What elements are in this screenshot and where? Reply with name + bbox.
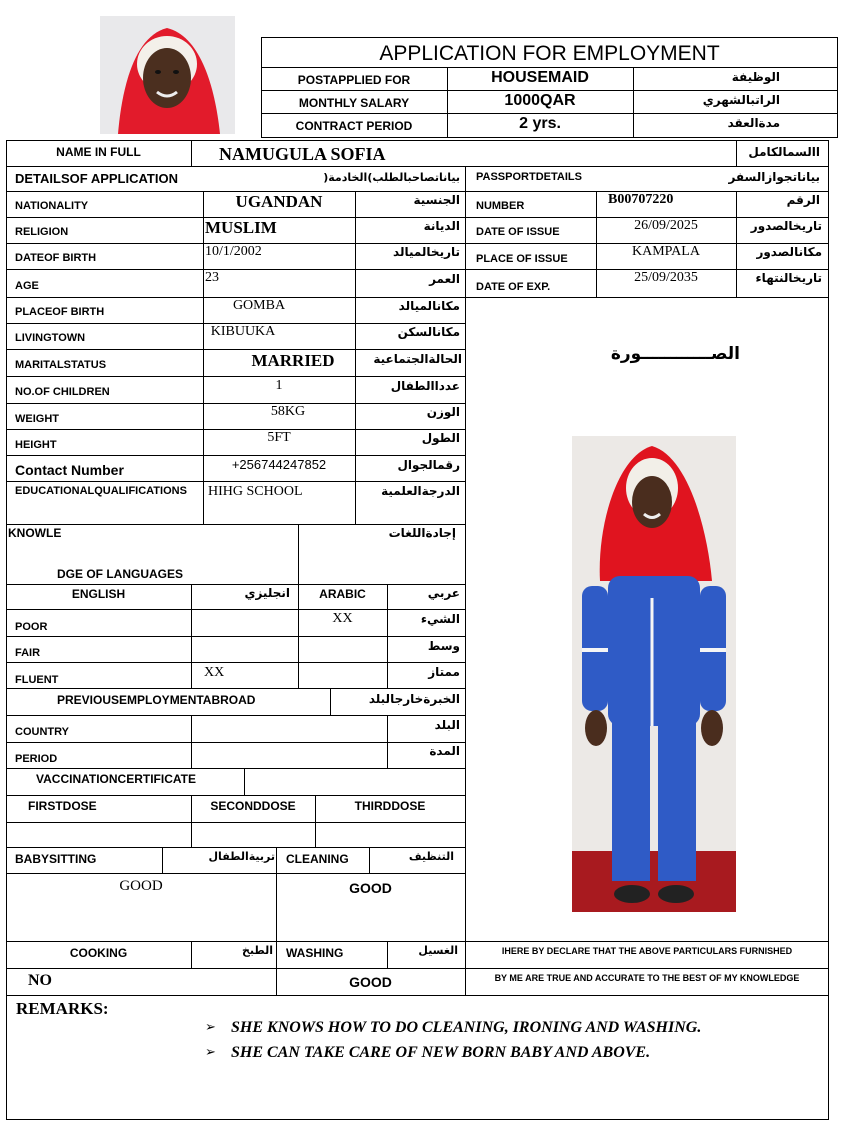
languages-arabic: إجادةاللغات (388, 526, 456, 540)
post-applied-label: POSTAPPLIED FOR (297, 73, 411, 87)
nationality-arabic: الجنسية (413, 193, 460, 207)
religion-arabic: الديانة (423, 219, 460, 233)
weight-label: WEIGHT (15, 413, 59, 425)
languages-title-1: KNOWLE (8, 526, 62, 540)
level-poor-arabic-mark: XX (332, 611, 353, 626)
period-arabic: المدة (429, 744, 460, 758)
weight-arabic: الوزن (426, 405, 460, 419)
full-name-label: NAME IN FULL (56, 145, 141, 159)
remark-item-2: SHE CAN TAKE CARE OF NEW BORN BABY AND ABOVE. (231, 1044, 651, 1061)
english-arabic: انجليزي (244, 586, 290, 600)
education-arabic: الدرجةالعلمية (381, 484, 460, 498)
weight-value: 58KG (270, 404, 306, 419)
children-label: NO.OF CHILDREN (15, 386, 110, 398)
first-dose-label: FIRSTDOSE (28, 799, 97, 813)
remark-item-1: SHE KNOWS HOW TO DO CLEANING, IRONING AND WASHING. (231, 1019, 702, 1036)
contract-period-arabic: مدةالعقد (727, 116, 780, 130)
babysitting-value: GOOD (119, 878, 163, 894)
portrait-photo (100, 16, 235, 134)
passport-label: PASSPORTDETAILS (476, 171, 582, 183)
expiry-date-label: DATE OF EXP. (476, 281, 551, 293)
arabic-arabic: عربي (427, 586, 460, 600)
washing-value: GOOD (349, 974, 392, 990)
full-name-arabic: االسمالكامل (748, 145, 820, 159)
monthly-salary-value: 1000QAR (504, 92, 576, 109)
age-arabic: العمر (429, 272, 460, 286)
living-town-value: KIBUUKA (210, 324, 276, 339)
issue-place-arabic: مكانالصدور (756, 245, 822, 259)
full-body-photo (572, 436, 736, 912)
washing-label: WASHING (286, 946, 344, 960)
full-name-value: NAMUGULA SOFIA (219, 144, 386, 164)
english-label: ENGLISH (71, 587, 126, 601)
contract-period-value: 2 yrs. (519, 115, 561, 132)
babysitting-arabic: تربيةالطفال (208, 850, 275, 863)
birthplace-label: PLACEOF BIRTH (15, 306, 105, 318)
third-dose-label: THIRDDOSE (354, 799, 426, 813)
arabic-label: ARABIC (319, 587, 366, 601)
cooking-arabic: الطبخ (241, 944, 273, 957)
contact-arabic: رقمالجوال (397, 458, 460, 472)
country-arabic: البلد (434, 718, 460, 732)
country-label: COUNTRY (15, 726, 69, 738)
marital-status-label: MARITALSTATUS (15, 359, 107, 371)
birthplace-value: GOMBA (232, 298, 286, 313)
height-label: HEIGHT (15, 439, 57, 451)
level-fluent-label: FLUENT (15, 674, 59, 686)
dob-value: 10/1/2002 (205, 244, 262, 259)
vaccination-title: VACCINATIONCERTIFICATE (36, 772, 196, 786)
children-arabic: عدداالطفال (390, 379, 460, 393)
birthplace-arabic: مكانالميالد (398, 299, 460, 313)
passport-number-value: B00707220 (608, 192, 674, 207)
education-label: EDUCATIONALQUALIFICATIONS (15, 485, 187, 497)
cleaning-arabic: التنظيف (408, 850, 454, 863)
details-arabic: بياناتصاحبالطلب)الخادمة( (323, 171, 460, 184)
previous-employment-arabic: الخبرةخارجالبلد (368, 692, 460, 706)
issue-date-arabic: تاريخالصدور (750, 219, 822, 233)
level-fair-arabic: وسط (427, 639, 460, 653)
remarks-title: REMARKS: (16, 999, 109, 1018)
details-label: DETAILSOF APPLICATION (15, 171, 178, 186)
passport-number-arabic: الرقم (786, 193, 820, 207)
education-value: HIHG SCHOOL (208, 484, 303, 499)
height-arabic: الطول (421, 431, 460, 445)
passport-arabic: بياناتجوازالسفر (728, 170, 820, 184)
cooking-value: NO (28, 972, 52, 989)
height-value: 5FT (267, 430, 291, 445)
nationality-value: UGANDAN (235, 192, 323, 211)
bullet-arrow-icon: ➢ (205, 1045, 216, 1060)
languages-title-2: DGE OF LANGUAGES (57, 567, 184, 581)
washing-arabic: الغسيل (418, 944, 458, 957)
age-label: AGE (15, 280, 39, 292)
level-fluent-english: XX (204, 665, 225, 680)
level-poor-label: POOR (15, 621, 48, 633)
monthly-salary-label: MONTHLY SALARY (298, 96, 410, 110)
issue-date-value: 26/09/2025 (634, 218, 698, 233)
level-fluent-arabic: ممتاز (428, 665, 460, 679)
marital-status-arabic: الحالةالجتماعية (373, 352, 462, 366)
cleaning-label: CLEANING (286, 852, 349, 866)
form-title: APPLICATION FOR EMPLOYMENT (379, 42, 720, 65)
post-applied-value: HOUSEMAID (491, 69, 589, 86)
dob-label: DATEOF BIRTH (15, 252, 97, 264)
expiry-date-arabic: تاريخالنتهاء (755, 271, 822, 285)
bullet-arrow-icon: ➢ (205, 1020, 216, 1035)
declaration-line-1: IHERE BY DECLARE THAT THE ABOVE PARTICULARS FURNISHED (501, 946, 793, 956)
nationality-label: NATIONALITY (15, 200, 89, 212)
monthly-salary-arabic: الراتبالشهري (702, 93, 780, 107)
issue-place-value: KAMPALA (632, 244, 700, 259)
marital-status-value: MARRIED (251, 351, 335, 370)
level-fair-label: FAIR (15, 647, 41, 659)
second-dose-label: SECONDDOSE (210, 799, 296, 813)
previous-employment-title: PREVIOUSEMPLOYMENTABROAD (57, 693, 256, 707)
living-town-label: LIVINGTOWN (15, 332, 86, 344)
level-poor-arabic: الشيء (420, 612, 460, 626)
passport-number-label: NUMBER (476, 200, 525, 212)
contact-value: +256744247852 (231, 457, 327, 472)
dob-arabic: تاريخالميالد (393, 245, 460, 259)
contract-period-label: CONTRACT PERIOD (295, 119, 413, 133)
period-label: PERIOD (15, 753, 58, 765)
cleaning-value: GOOD (349, 880, 392, 896)
babysitting-label: BABYSITTING (15, 852, 97, 866)
declaration-line-2: BY ME ARE TRUE AND ACCURATE TO THE BEST OF MY KNOWLEDGE (494, 973, 800, 983)
issue-date-label: DATE OF ISSUE (476, 226, 560, 238)
cooking-label: COOKING (69, 946, 128, 960)
expiry-date-value: 25/09/2035 (634, 270, 698, 285)
living-town-arabic: مكانالسكن (397, 325, 460, 339)
issue-place-label: PLACE OF ISSUE (476, 253, 568, 265)
religion-value: MUSLIM (205, 218, 277, 237)
religion-label: RELIGION (15, 226, 69, 238)
contact-label: Contact Number (15, 462, 124, 478)
photo-caption: الصــــــــــــورة (610, 344, 740, 364)
age-value: 23 (205, 270, 219, 285)
children-value: 1 (275, 378, 283, 393)
post-applied-arabic: الوظيفة (731, 70, 780, 84)
